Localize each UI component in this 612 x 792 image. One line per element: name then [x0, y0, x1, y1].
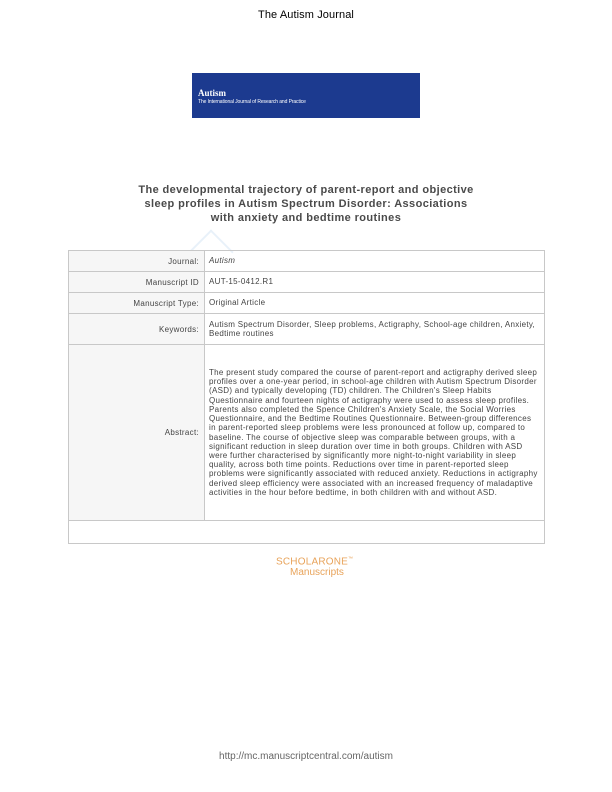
manuscript-type-value: Original Article: [205, 293, 545, 314]
paper-title: [100, 183, 512, 225]
table-row: [69, 272, 545, 293]
table-row: [69, 293, 545, 314]
footer-url: http://mc.manuscriptcentral.com/autism: [219, 751, 393, 762]
table-row: [69, 314, 545, 345]
keywords-label: Keywords:: [69, 314, 205, 345]
trademark-symbol: ™: [348, 556, 354, 562]
journal-header: The Autism Journal: [258, 9, 354, 21]
manuscript-id-value: AUT-15-0412.R1: [205, 272, 545, 293]
journal-value: Autism: [205, 251, 545, 272]
table-row: [69, 345, 545, 521]
table-row-empty: [69, 521, 545, 544]
paper-title-line-3: with anxiety and bedtime routines: [210, 212, 402, 224]
paper-title-line-1: The developmental trajectory of parent-report and objective: [138, 184, 474, 196]
manuscript-metadata-table: [68, 250, 545, 544]
scholarone-logo: [276, 556, 366, 579]
keywords-value: Autism Spectrum Disorder, Sleep problems, Actigraphy, School-age children, Anxiety, Bedtime routines: [205, 314, 545, 345]
paper-title-line-2: sleep profiles in Autism Spectrum Disorder: Associations: [144, 198, 468, 210]
banner-title: Autism: [198, 88, 227, 98]
journal-label: Journal:: [69, 251, 205, 272]
abstract-value: The present study compared the course of parent-report and actigraphy derived sleep profiles over a one-year period, in school-age children with Autism Spectrum Disorder (ASD) and typically developing (TD) children. The Children's Sleep Habits Questionnaire and fourteen nights of actigraphy were used to assess sleep profiles. Parents also completed the Spence Children's Anxiety Scale, the Social Worries Questionnaire, and the Bedtime Routines Questionnaire. Between-group differences in parent-reported sleep problems were less pronounced at follow up, compared to baseline. The course of objective sleep was comparable between groups, with a significant reduction in sleep duration over time in both groups. Children with ASD were further characterised by significantly more night-to-night variability in sleep quality, across both time points. Reductions over time in parent-reported sleep problems were significantly associated with reduced anxiety. Reductions in actigraphy derived sleep efficiency were associated with an increased frequency of maladaptive activities in the hour before bedtime, in both children with and without ASD.: [205, 345, 545, 521]
manuscripts-wordmark: Manuscripts: [290, 567, 344, 579]
journal-banner: [192, 73, 420, 118]
empty-cell: [69, 521, 545, 544]
abstract-label: Abstract:: [69, 345, 205, 521]
manuscript-id-label: Manuscript ID: [69, 272, 205, 293]
table-row: [69, 251, 545, 272]
banner-subtitle: The International Journal of Research and Practice: [198, 99, 306, 105]
manuscript-type-label: Manuscript Type:: [69, 293, 205, 314]
scholarone-wordmark: SCHOLARONE: [276, 556, 349, 568]
